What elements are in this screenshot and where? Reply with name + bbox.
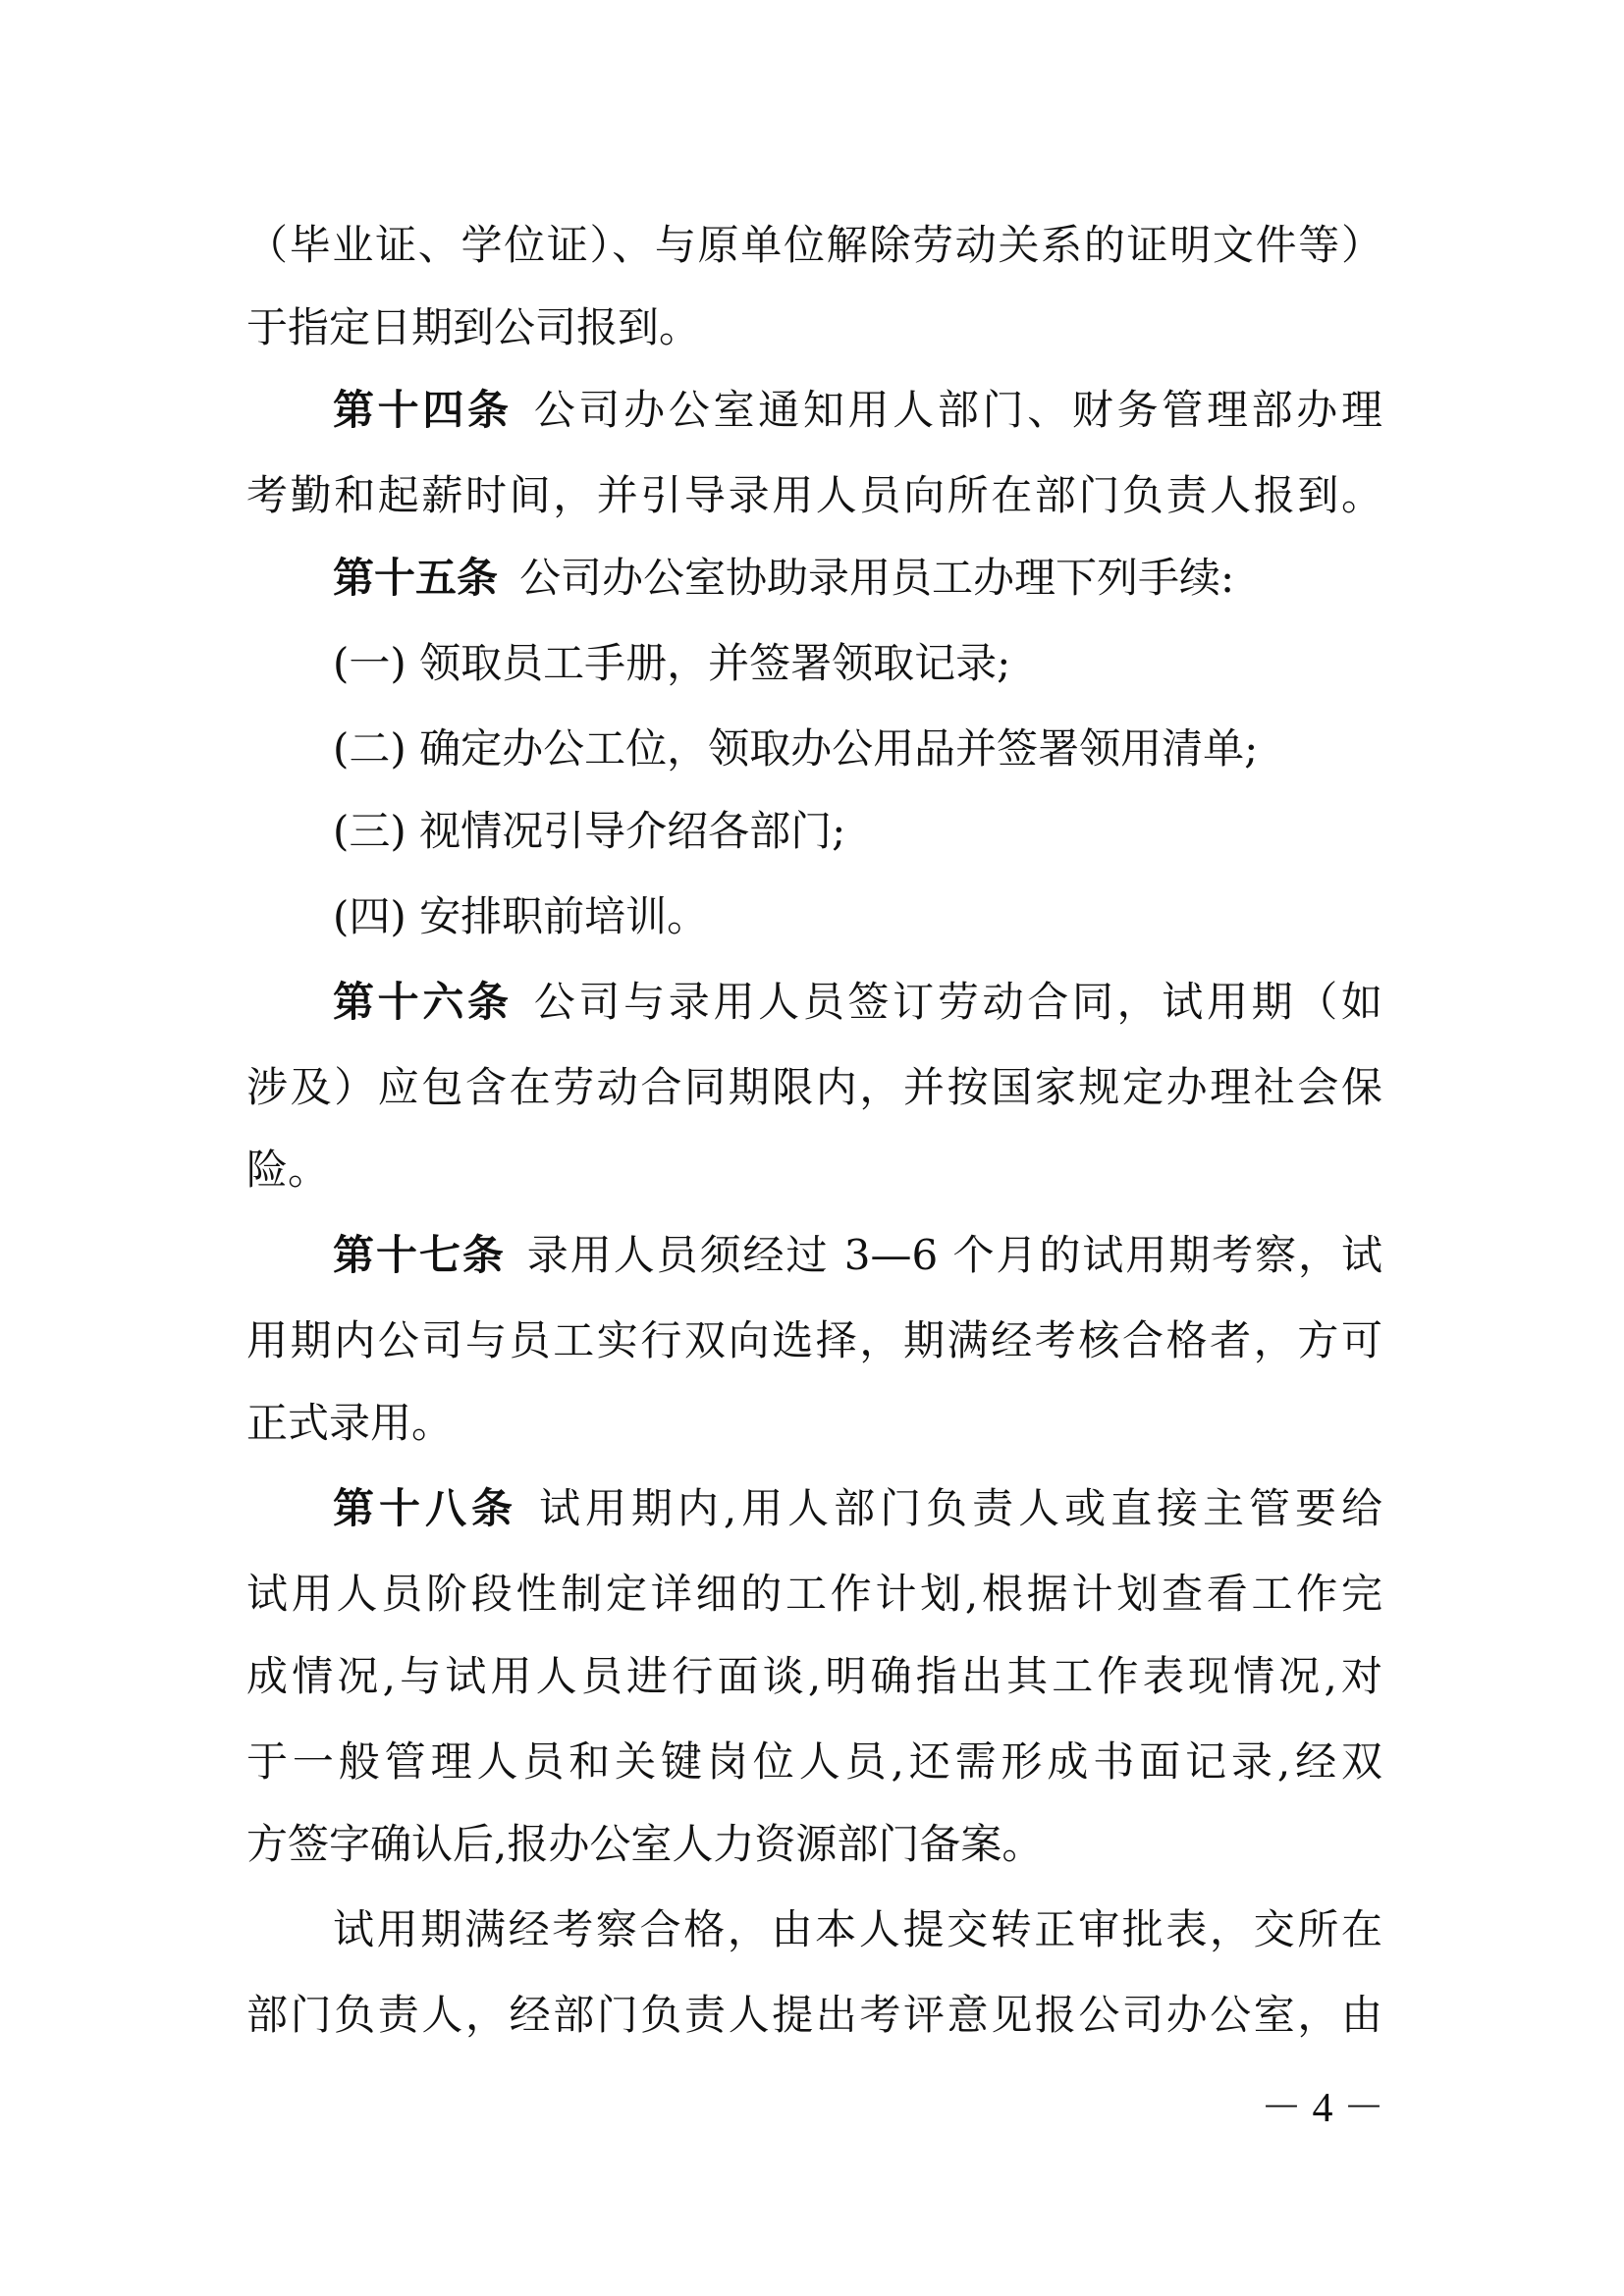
text-line: 于指定日期到公司报到。	[246, 303, 701, 351]
article-18-line	[333, 1481, 1382, 1536]
text-line: 涉及）应包含在劳动合同期限内，并按国家规定办理社会保	[246, 1063, 1382, 1111]
text-line: 正式录用。	[246, 1399, 454, 1447]
article-text: 公司办公室通知用人部门、财务管理部办理	[533, 386, 1382, 434]
article-number: 第十八条	[333, 1484, 517, 1532]
text-line: 险。	[246, 1146, 330, 1194]
text-line: 试用人员阶段性制定详细的工作计划,根据计划查看工作完	[246, 1570, 1382, 1618]
list-item: (一) 领取员工手册，并签署领取记录;	[333, 639, 1011, 687]
text-line: 成情况,与试用人员进行面谈,明确指出其工作表现情况,对	[246, 1652, 1382, 1700]
article-text: 公司办公室协助录用员工办理下列手续:	[519, 554, 1235, 602]
article-number: 第十七条	[333, 1231, 506, 1279]
article-14-line	[333, 383, 1382, 438]
article-text: 试用期内,用人部门负责人或直接主管要给	[538, 1484, 1382, 1532]
article-number: 第十六条	[333, 978, 513, 1026]
text-line: 考勤和起薪时间，并引导录用人员向所在部门负责人报到。	[246, 471, 1382, 519]
article-number: 第十五条	[333, 554, 499, 602]
article-16-line	[333, 975, 1382, 1030]
article-15-line	[333, 551, 1382, 606]
text-line: （毕业证、学位证）、与原单位解除劳动关系的证明文件等）	[246, 221, 1382, 269]
list-item: (三) 视情况引导介绍各部门;	[333, 807, 846, 855]
article-number: 第十四条	[333, 386, 513, 434]
text-line: 用期内公司与员工实行双向选择，期满经考核合格者，方可	[246, 1316, 1382, 1364]
article-text: 公司与录用人员签订劳动合同，试用期（如	[533, 978, 1382, 1026]
article-17-line	[333, 1228, 1382, 1283]
article-text: 录用人员须经过 3—6 个月的试用期考察，试	[526, 1231, 1382, 1279]
page-number: － 4 －	[1260, 2086, 1384, 2131]
text-line: 试用期满经考察合格，由本人提交转正审批表，交所在	[333, 1905, 1382, 1953]
list-item: (四) 安排职前培训。	[333, 892, 709, 940]
text-line: 于一般管理人员和关键岗位人员,还需形成书面记录,经双	[246, 1737, 1382, 1786]
text-line: 方签字确认后,报办公室人力资源部门备案。	[246, 1820, 1044, 1868]
text-line: 部门负责人，经部门负责人提出考评意见报公司办公室，由	[246, 1991, 1382, 2039]
list-item: (二) 确定办公工位，领取办公用品并签署领用清单;	[333, 724, 1259, 773]
